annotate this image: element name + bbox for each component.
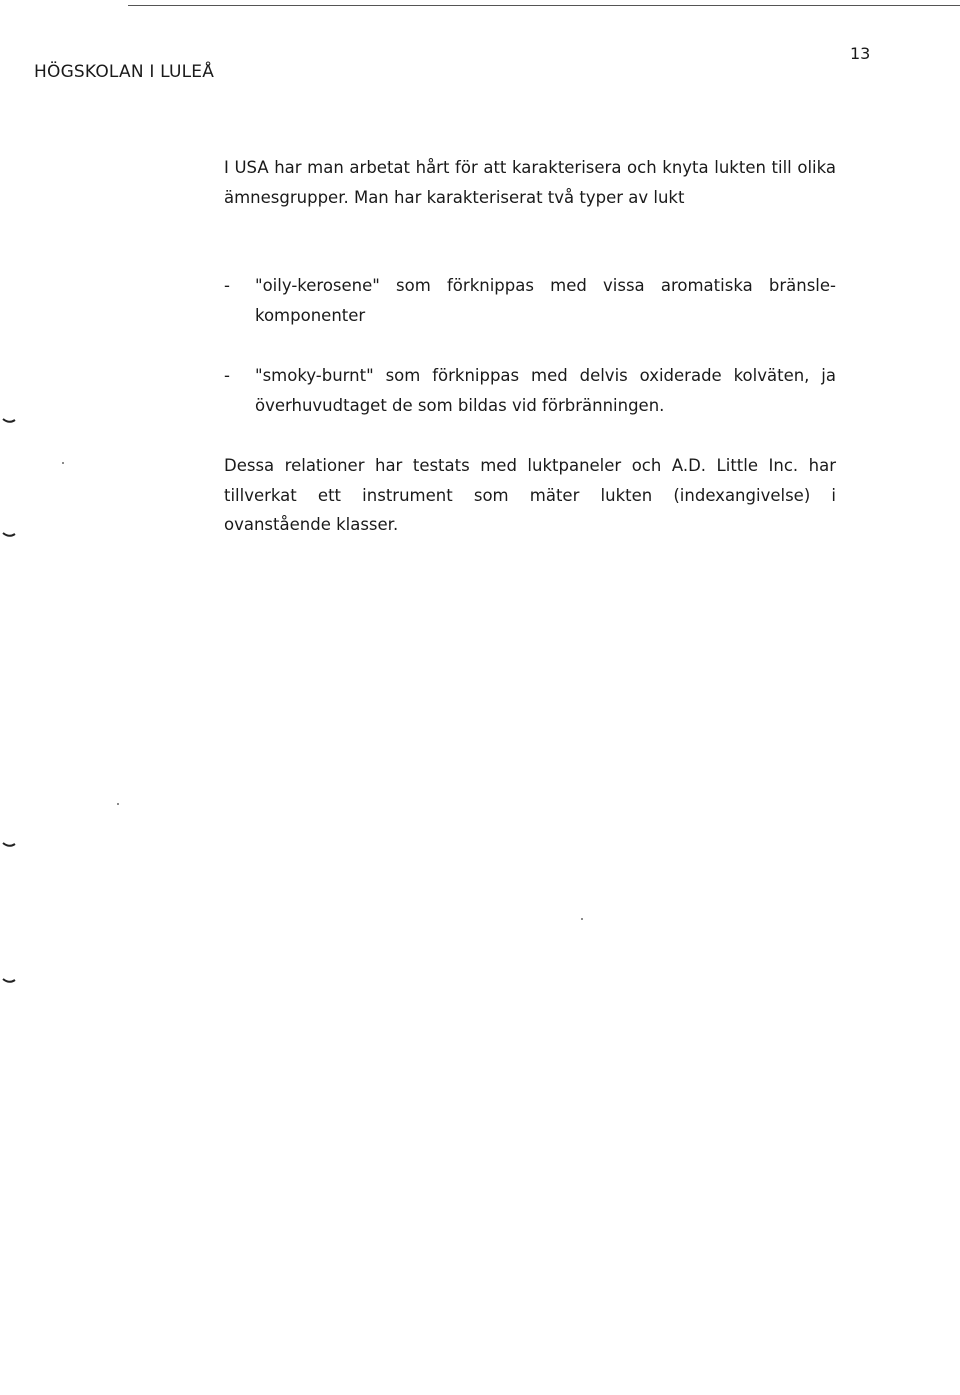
top-rule <box>128 5 960 6</box>
binder-hole-mark <box>2 418 16 424</box>
scan-speck <box>581 918 583 920</box>
bullet-text: "smoky-burnt" som förknippas med delvis oxiderade kolväten, ja överhuvudtaget de som bildas vid förbränningen. <box>255 366 836 415</box>
intro-paragraph: I USA har man arbetat hårt för att karakterisera och knyta lukten till olika ämnesgrupper. Man har karakteriserat två typer av lukt <box>224 158 836 207</box>
bullet-dash: - <box>224 366 230 385</box>
bullet-item-smoky-burnt <box>224 361 836 420</box>
binder-hole-mark <box>2 532 16 538</box>
relations-paragraph: Dessa relationer har testats med luktpaneler och A.D. Little Inc. har tillverkat ett instrument som mäter lukten (indexangivelse) i ovanstående klasser. <box>224 456 836 534</box>
scan-speck <box>117 803 119 805</box>
binder-hole-mark <box>2 842 16 848</box>
binder-hole-mark <box>2 978 16 984</box>
bullet-text: "oily-kerosene" som förknippas med vissa aromatiska bränsle-komponenter <box>255 276 836 325</box>
institution-header: HÖGSKOLAN I LULEÅ <box>34 62 215 82</box>
bullet-item-oily-kerosene <box>224 271 836 330</box>
scan-speck <box>62 462 64 464</box>
page-number: 13 <box>850 44 871 63</box>
bullet-dash: - <box>224 276 230 295</box>
